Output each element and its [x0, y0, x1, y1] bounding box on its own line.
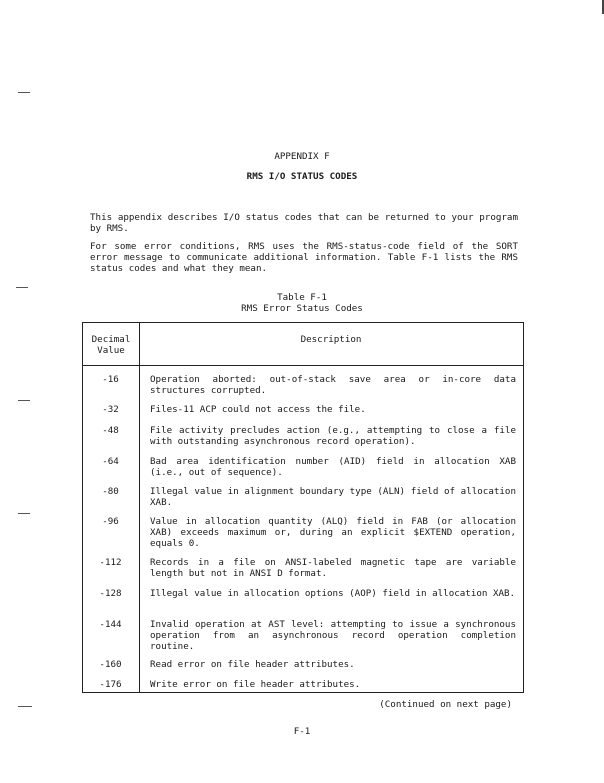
page-title: RMS I/O STATUS CODES — [246, 171, 358, 182]
continued-note: (Continued on next page) — [379, 699, 512, 710]
appendix-label: APPENDIX F — [274, 151, 330, 162]
row-code: -80 — [102, 486, 119, 497]
column-header-decimal-line2: Value — [97, 345, 125, 356]
scan-mark — [18, 400, 30, 401]
row-description: Value in allocation quantity (ALQ) field in FAB (or allocation XAB) exceeds maximum or, during an explicit $EXTEND operation, equals 0. — [150, 516, 516, 549]
page-number: F-1 — [293, 726, 311, 737]
scan-mark — [16, 287, 28, 288]
row-description: Operation aborted: out-of-stack save area or in-core data structures corrupted. — [150, 374, 516, 396]
row-code: -32 — [102, 404, 119, 415]
column-header-decimal-line1: Decimal — [91, 334, 131, 345]
scan-mark — [18, 513, 30, 514]
table-header-divider — [82, 365, 524, 366]
intro-paragraph-2: For some error conditions, RMS uses the RMS-status-code field of the SORT error message to communicate additional information. Table F-1 lists the RMS status codes and what they mean. — [90, 241, 518, 274]
row-description: Records in a file on ANSI-labeled magnetic tape are variable length but not in ANSI D format. — [150, 557, 516, 579]
column-header-decimal-value — [84, 334, 138, 356]
intro-paragraph-1: This appendix describes I/O status codes that can be returned to your program by RMS. — [90, 212, 518, 234]
row-code: -64 — [102, 456, 119, 467]
row-description: Illegal value in alignment boundary type (ALN) field of allocation XAB. — [150, 486, 516, 508]
row-description: Write error on file header attributes. — [150, 679, 361, 690]
table-column-divider — [139, 322, 140, 693]
row-code: -112 — [99, 557, 122, 568]
row-description: Bad area identification number (AID) field in allocation XAB (i.e., out of sequence). — [150, 456, 516, 478]
row-description: Invalid operation at AST level: attempting to issue a synchronous operation from an asynchronous record operation completion routine. — [150, 619, 516, 652]
table-caption-title: RMS Error Status Codes — [241, 303, 363, 314]
scan-mark — [18, 706, 32, 707]
row-code: -16 — [102, 374, 119, 385]
column-header-description: Description — [300, 334, 362, 345]
row-code: -48 — [102, 425, 119, 436]
status-code-table — [82, 322, 524, 693]
row-code: -96 — [102, 516, 119, 527]
row-code: -160 — [99, 659, 122, 670]
row-code: -176 — [99, 679, 122, 690]
scan-mark — [18, 92, 30, 93]
row-description: File activity precludes action (e.g., attempting to close a file with outstanding asynchronous record operation). — [150, 425, 516, 447]
row-description: Read error on file header attributes. — [150, 659, 355, 670]
row-description: Illegal value in allocation options (AOP) field in allocation XAB. — [150, 588, 516, 599]
row-code: -128 — [99, 588, 122, 599]
row-description: Files-11 ACP could not access the file. — [150, 404, 366, 415]
table-caption-number: Table F-1 — [277, 292, 327, 303]
row-code: -144 — [99, 619, 122, 630]
